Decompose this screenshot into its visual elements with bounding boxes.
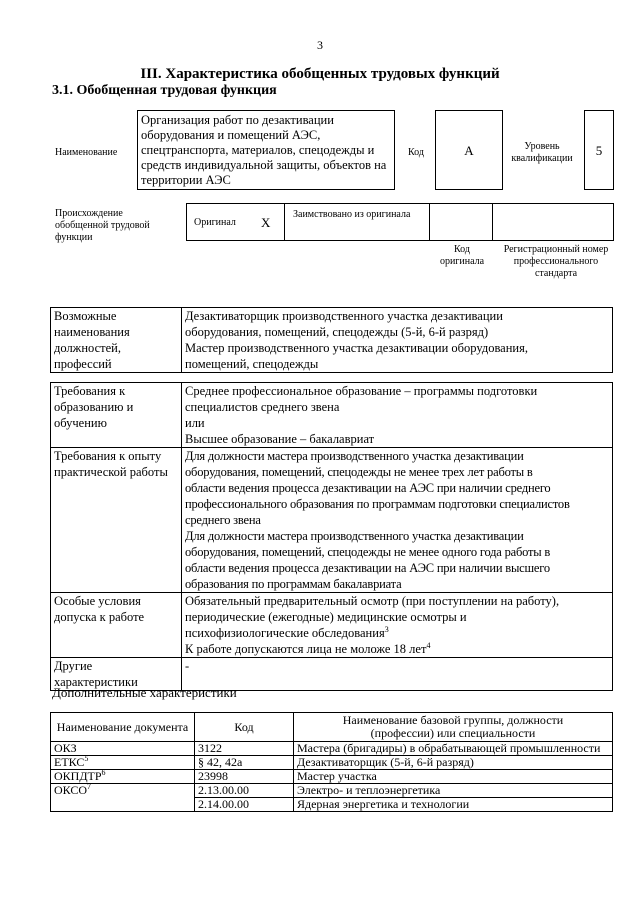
name-label: Наименование	[55, 147, 118, 158]
positions-row	[51, 308, 613, 373]
col-document-header: Наименование документа	[51, 713, 195, 742]
section-title: III. Характеристика обобщенных трудовых функций	[140, 66, 500, 82]
col-name-header: Наименование базовой группы, должности (профессии) или специальности	[294, 713, 613, 742]
name-cell: Мастер участка	[294, 770, 613, 784]
name-cell: Мастера (бригадиры) в обрабатывающей промышленности	[294, 742, 613, 756]
function-name-value: Организация работ по дезактивации оборудования и помещений АЭС, спецтранспорта, материалов, спецодежды и средств индивидуальной защиты, объектов на территории АЭС	[137, 110, 395, 190]
additional-header-row	[51, 713, 613, 742]
name-cell: Дезактиваторщик (5-й, 6-й разряд)	[294, 756, 613, 770]
other-label: Другие характеристики	[51, 658, 182, 691]
code-cell: 23998	[195, 770, 294, 784]
education-line: или	[185, 416, 205, 430]
original-label: Оригинал	[194, 217, 236, 228]
experience-label: Требования к опыту практической работы	[51, 448, 182, 593]
experience-value	[182, 448, 613, 593]
experience-line: Для должности мастера производственного участка дезактивации	[185, 449, 524, 463]
conditions-value	[182, 593, 613, 658]
origin-borrowed-cell	[284, 203, 430, 241]
origin-code-cell	[429, 203, 493, 241]
education-line: специалистов среднего звена	[185, 400, 340, 414]
name-cell: Ядерная энергетика и технологии	[294, 798, 613, 812]
conditions-line: Обязательный предварительный осмотр (при поступлении на работу),	[185, 594, 560, 608]
requirements-conditions-row	[51, 593, 613, 658]
conditions-label: Особые условия допуска к работе	[51, 593, 182, 658]
experience-line: профессионального образования по программам подготовки специалистов	[185, 497, 570, 511]
reg-number-caption: Регистрационный номер профессионального стандарта	[503, 244, 609, 279]
positions-label: Возможные наименования должностей, профессий	[51, 308, 182, 373]
other-value: -	[182, 658, 613, 691]
original-mark: X	[261, 215, 271, 230]
experience-line: среднего звена	[185, 513, 261, 527]
positions-line: Мастер производственного участка дезактивации оборудования,	[185, 341, 528, 355]
borrowed-label: Заимствовано из оригинала	[293, 209, 411, 220]
name-cell: Электро- и теплоэнергетика	[294, 784, 613, 798]
footnote-ref: 7	[87, 782, 92, 791]
education-value	[182, 383, 613, 448]
footnote-ref: 6	[101, 768, 106, 777]
footnote-ref: 4	[426, 640, 431, 650]
col-code-header: Код	[195, 713, 294, 742]
footnote-ref: 3	[384, 624, 389, 634]
code-cell: 3122	[195, 742, 294, 756]
doc-cell: ОКСО$^7$	[51, 784, 195, 812]
experience-line: области ведения процесса дезактивации на АЭС при наличии высшего	[185, 561, 550, 575]
conditions-line: психофизиологические обследования$^3$	[185, 624, 389, 640]
code-original-caption: Код оригинала	[439, 244, 485, 267]
doc-cell: ЕТКС$^5$	[51, 756, 195, 770]
subsection-title: 3.1. Обобщенная трудовая функция	[52, 83, 277, 98]
origin-reg-cell	[492, 203, 614, 241]
code-label: Код	[408, 147, 424, 158]
experience-line: образования по программам бакалавриата	[185, 577, 402, 591]
level-value: 5	[584, 110, 614, 190]
education-line: Высшее образование – бакалавриат	[185, 432, 375, 446]
requirements-experience-row	[51, 448, 613, 593]
positions-line: помещений, спецодежды	[185, 357, 319, 371]
conditions-line: периодические (ежегодные) медицинские осмотры и	[185, 610, 467, 624]
code-cell: 2.13.00.00	[195, 784, 294, 798]
positions-line: Дезактиваторщик производственного участка дезактивации	[185, 309, 503, 323]
origin-original-cell	[186, 203, 284, 241]
education-line: Среднее профессиональное образование – программы подготовки	[185, 384, 538, 398]
education-label: Требования к образованию и обучению	[51, 383, 182, 448]
table-row	[51, 770, 613, 784]
experience-line: оборудования, помещений, спецодежды не менее трех лет работы в	[185, 465, 533, 479]
conditions-line: К работе допускаются лица не моложе 18 лет$^4$	[185, 640, 431, 656]
code-cell: 2.14.00.00	[195, 798, 294, 812]
experience-line: оборудования, помещений, спецодежды не менее одного года работы в	[185, 545, 551, 559]
page-number: 3	[317, 38, 323, 52]
doc-cell: ОКЗ	[51, 742, 195, 756]
table-row	[51, 756, 613, 770]
table-row	[51, 742, 613, 756]
experience-line: Для должности мастера производственного участка дезактивации	[185, 529, 524, 543]
experience-line: области ведения процесса дезактивации на АЭС при наличии среднего	[185, 481, 551, 495]
positions-value	[182, 308, 613, 373]
footnote-ref: 5	[84, 754, 89, 763]
origin-label: Происхождение обобщенной трудовой функции	[55, 208, 150, 243]
code-value: А	[435, 110, 503, 190]
doc-cell: ОКПДТР$^6$	[51, 770, 195, 784]
code-cell: § 42, 42а	[195, 756, 294, 770]
level-label: Уровень квалификации	[511, 141, 573, 164]
positions-line: оборудования, помещений, спецодежды (5-й, 6-й разряд)	[185, 325, 489, 339]
table-row	[51, 784, 613, 798]
additional-title: Дополнительные характеристики	[52, 685, 237, 700]
requirements-education-row	[51, 383, 613, 448]
